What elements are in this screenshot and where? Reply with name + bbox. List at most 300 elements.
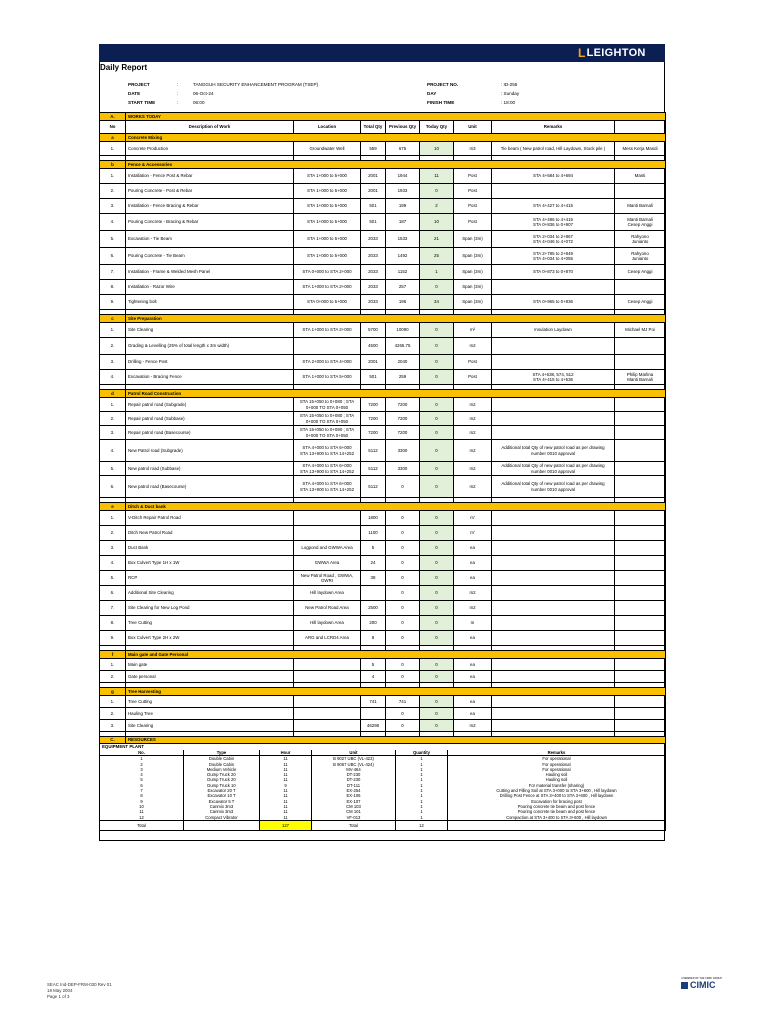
work-location — [294, 659, 361, 671]
work-description: Grading & Levelling (25% of total length x 3m width) — [126, 338, 294, 355]
remarks-person: Mess Kerja Mandi — [615, 142, 666, 156]
leighton-logo-text: LEIGHTON — [586, 47, 646, 59]
work-row — [100, 440, 666, 462]
total-qty: 2033 — [361, 280, 386, 295]
total-qty: 5 — [361, 541, 386, 556]
project-label: PROJECT — [128, 82, 150, 87]
work-location: STA 0+000 to 5+000 — [294, 295, 361, 310]
remarks-person: Rahyono Junianto — [615, 248, 666, 265]
unit: ea — [454, 708, 492, 720]
remarks: STA 0+965 to 0+836 — [492, 295, 615, 310]
equipment-total-row — [100, 820, 666, 830]
work-row — [100, 556, 666, 571]
remarks — [492, 708, 615, 720]
remarks: STA 4+638, 574, 512 STA 4+415 to 4+536 — [492, 370, 615, 385]
unit: m2 — [454, 426, 492, 440]
work-row — [100, 720, 666, 732]
column-header: Previous Qty — [386, 121, 420, 134]
previous-qty: 0 — [386, 526, 420, 541]
today-qty: 21 — [420, 231, 454, 248]
remarks — [492, 412, 615, 426]
equipment-no: 11 — [100, 809, 184, 814]
section-label: RESOURCES — [126, 737, 666, 744]
unit: ea — [454, 671, 492, 683]
document-footer — [47, 982, 112, 1000]
group-name: Main gate and Gate Personal — [126, 651, 666, 659]
work-location: GWWA Area — [294, 556, 361, 571]
remarks: Tie beam ( New patrol road, Hill Laydown, Stock pile ) — [492, 142, 615, 156]
unit: m' — [454, 511, 492, 526]
previous-qty: 741 — [386, 696, 420, 708]
work-description: Tree Cutting — [126, 616, 294, 631]
finish-time-label: FINISH TIME — [427, 100, 455, 105]
equipment-type: Dump Truck 20 — [184, 777, 260, 782]
work-row — [100, 398, 666, 412]
remarks-person — [615, 355, 666, 370]
equipment-unit: EX-107 — [312, 799, 396, 804]
unit: m2 — [454, 476, 492, 498]
equipment-quantity: 1 — [396, 799, 448, 804]
equipment-no: 8 — [100, 793, 184, 798]
unit: ea — [454, 631, 492, 646]
equipment-no: 1 — [100, 756, 184, 762]
remarks: STA 2+034 to 2+867 STA 4+046 to 4+072 — [492, 231, 615, 248]
today-qty: 0 — [420, 708, 454, 720]
equipment-remarks: For operational — [448, 767, 666, 772]
remarks — [492, 526, 615, 541]
equipment-hour: 11 — [260, 788, 312, 793]
equipment-type: Dump Truck 20 — [184, 772, 260, 777]
work-location: STA 1+000 to 5+000 — [294, 248, 361, 265]
section-number: C. — [100, 737, 126, 744]
work-description: Installation - Fence Bracing & Rebar — [126, 199, 294, 214]
work-description: Box Culvert Type 2H x 2W — [126, 631, 294, 646]
group-letter: f — [100, 651, 126, 659]
unit: Post — [454, 184, 492, 199]
unit: ea — [454, 696, 492, 708]
row-number: 9. — [100, 295, 126, 310]
remarks-person — [615, 601, 666, 616]
work-location: STA 1+000 to STA 2+000 — [294, 280, 361, 295]
today-qty: 11 — [420, 169, 454, 184]
remarks — [492, 571, 615, 586]
equipment-type: Canmix 3m3 — [184, 804, 260, 809]
row-number: 1. — [100, 398, 126, 412]
remarks — [492, 355, 615, 370]
day-value: : Sunday — [501, 91, 520, 96]
remarks: STA 4+684 to 4+694 — [492, 169, 615, 184]
group-name: Site Preparation — [126, 315, 666, 323]
equipment-hour: 11 — [260, 756, 312, 762]
total-qty: 1800 — [361, 511, 386, 526]
row-number: 1. — [100, 696, 126, 708]
work-row — [100, 295, 666, 310]
previous-qty: 1933 — [386, 184, 420, 199]
work-location: STA 4+000 to STA 6+000 STA 13+900 to STA 14+252 — [294, 462, 361, 476]
previous-qty: 7200 — [386, 426, 420, 440]
work-row — [100, 526, 666, 541]
start-time-value: 06:00 — [193, 100, 205, 105]
equipment-no: 3 — [100, 767, 184, 772]
work-row — [100, 184, 666, 199]
work-location: STA 4+000 to STA 6+000 STA 13+900 to STA 14+252 — [294, 476, 361, 498]
remarks-person: Manti Barnali — [615, 199, 666, 214]
previous-qty: 0 — [386, 476, 420, 498]
unit: Span (3m) — [454, 265, 492, 280]
unit: m² — [454, 323, 492, 338]
equipment-quantity: 1 — [396, 777, 448, 782]
work-location — [294, 511, 361, 526]
row-number: 8. — [100, 280, 126, 295]
row-number: 3. — [100, 720, 126, 732]
row-number: 2. — [100, 526, 126, 541]
remarks — [492, 280, 615, 295]
equipment-remarks: Compaction at STA 3+400 to STA 3+600 , Hill laydown — [448, 815, 666, 821]
remarks: STA 4+486 to 4+415 STA 0+836 to 0+907 — [492, 214, 615, 231]
work-description: Installation - Fence Post & Rebar — [126, 169, 294, 184]
previous-qty: 2040 — [386, 355, 420, 370]
equipment-hour: 9 — [260, 783, 312, 788]
work-row — [100, 248, 666, 265]
equipment-type: Dump Truck 10 — [184, 783, 260, 788]
unit: m2 — [454, 720, 492, 732]
work-location — [294, 696, 361, 708]
equipment-remarks: Pouring concrete tie beam and post fence — [448, 804, 666, 809]
work-row — [100, 696, 666, 708]
remarks — [492, 671, 615, 683]
previous-qty: 0 — [386, 671, 420, 683]
work-row — [100, 169, 666, 184]
today-qty: 0 — [420, 696, 454, 708]
work-location: STA 4+000 to STA 6+000 STA 13+900 to STA 14+252 — [294, 440, 361, 462]
form-date: 18 May 2004 — [47, 988, 73, 993]
work-description: Pouring Concrete - Bracing & Rebar — [126, 214, 294, 231]
equipment-column-header: Type — [184, 750, 260, 756]
group-letter: a — [100, 134, 126, 142]
work-location: STA 1+000 to STA 2+000 — [294, 323, 361, 338]
remarks — [492, 696, 615, 708]
today-qty: 0 — [420, 476, 454, 498]
work-location — [294, 338, 361, 355]
column-header: No — [100, 121, 126, 134]
unit: m2 — [454, 586, 492, 601]
unit: m — [454, 616, 492, 631]
unit: m2 — [454, 412, 492, 426]
today-qty: 0 — [420, 184, 454, 199]
group-letter: c — [100, 315, 126, 323]
today-qty: 10 — [420, 142, 454, 156]
total-label: Total — [100, 820, 184, 830]
work-row — [100, 370, 666, 385]
total-qty: 559 — [361, 142, 386, 156]
section-resources — [100, 737, 666, 744]
work-location: Groundwater Well — [294, 142, 361, 156]
form-number: SEAC Ind-DEP-FRM-030 Rev 01 — [47, 982, 112, 987]
column-header: Total Qty — [361, 121, 386, 134]
row-number: 6. — [100, 248, 126, 265]
previous-qty: 0 — [386, 571, 420, 586]
previous-qty: 0 — [386, 541, 420, 556]
work-row — [100, 616, 666, 631]
today-qty: 0 — [420, 280, 454, 295]
unit: m2 — [454, 601, 492, 616]
equipment-type: Compact Vibrator — [184, 815, 260, 821]
work-row — [100, 355, 666, 370]
equipment-type: Medium Vehicle — [184, 767, 260, 772]
total-qty: 2001 — [361, 184, 386, 199]
total-qty: 4 — [361, 671, 386, 683]
previous-qty: 3300 — [386, 440, 420, 462]
total-quantity: 12 — [396, 820, 448, 830]
remarks-person — [615, 462, 666, 476]
works-table — [99, 112, 666, 750]
work-description: Drilling - Fence Post — [126, 355, 294, 370]
work-row — [100, 541, 666, 556]
row-number: 7. — [100, 601, 126, 616]
work-location: STA 2+000 to STA 4+000 — [294, 355, 361, 370]
equipment-remarks: For material transfer (sharing) — [448, 783, 666, 788]
equipment-remarks: Hauling soil — [448, 772, 666, 777]
page-number: Page 1 of 3 — [47, 994, 70, 999]
remarks-person: Michael MJ Poi — [615, 323, 666, 338]
row-number: 3. — [100, 355, 126, 370]
work-description: Hauling Tree — [126, 708, 294, 720]
previous-qty: 1944 — [386, 169, 420, 184]
previous-qty: 0 — [386, 556, 420, 571]
project-no-label: PROJECT NO. — [427, 82, 459, 87]
equipment-quantity: 1 — [396, 767, 448, 772]
work-description: Site Clearing — [126, 720, 294, 732]
work-description: Pouring Concrete - Post & Rebar — [126, 184, 294, 199]
unit: m' — [454, 526, 492, 541]
group-name: Tree Harvesting — [126, 688, 666, 696]
row-number: 2. — [100, 412, 126, 426]
remarks — [492, 659, 615, 671]
row-number: 6. — [100, 476, 126, 498]
previous-qty: 0 — [386, 631, 420, 646]
work-location: Hill laydown Area — [294, 616, 361, 631]
equipment-column-header: Remarks — [448, 750, 666, 756]
unit: ea — [454, 541, 492, 556]
total-qty: 5112 — [361, 476, 386, 498]
today-qty: 0 — [420, 631, 454, 646]
work-description: Duct Bank — [126, 541, 294, 556]
remarks — [492, 541, 615, 556]
remarks-person — [615, 398, 666, 412]
equipment-unit: CM 101 — [312, 809, 396, 814]
column-header: Today Qty — [420, 121, 454, 134]
work-description: Box Culvert Type 1H x 1W — [126, 556, 294, 571]
row-number: 1. — [100, 323, 126, 338]
today-qty: 0 — [420, 398, 454, 412]
equipment-plant-title: EQUIPMENT PLANT — [100, 744, 666, 750]
work-location — [294, 671, 361, 683]
row-number: 2. — [100, 338, 126, 355]
work-row — [100, 214, 666, 231]
previous-qty: 10090 — [386, 323, 420, 338]
remarks — [492, 511, 615, 526]
section-label: WORKS TODAY — [126, 113, 666, 121]
work-row — [100, 476, 666, 498]
start-colon: : — [177, 100, 179, 105]
unit: Post — [454, 199, 492, 214]
total-qty: 5112 — [361, 462, 386, 476]
leighton-logo — [578, 46, 646, 60]
previous-qty: 675 — [386, 142, 420, 156]
work-description: V-Ditch Repair Patrol Road — [126, 511, 294, 526]
equipment-unit: DT-230 — [312, 772, 396, 777]
equipment-unit: MV-464 — [312, 767, 396, 772]
equipment-no: 10 — [100, 804, 184, 809]
remarks — [492, 601, 615, 616]
today-qty: 0 — [420, 616, 454, 631]
remarks: STA 0+873 to 0+870 — [492, 265, 615, 280]
remarks — [492, 586, 615, 601]
remarks-person — [615, 659, 666, 671]
row-number: 4. — [100, 556, 126, 571]
previous-qty: 0 — [386, 659, 420, 671]
today-qty: 0 — [420, 586, 454, 601]
work-description: Site Clearing for New Log Pond — [126, 601, 294, 616]
row-number: 4. — [100, 370, 126, 385]
unit: m3 — [454, 142, 492, 156]
work-description: Ditch New Patrol Road — [126, 526, 294, 541]
total-qty: 24 — [361, 556, 386, 571]
today-qty: 0 — [420, 338, 454, 355]
today-qty: 0 — [420, 720, 454, 732]
work-description: RCP — [126, 571, 294, 586]
equipment-type: Excavator 20 T — [184, 788, 260, 793]
today-qty: 0 — [420, 541, 454, 556]
total-qty — [361, 586, 386, 601]
work-description: Gate personal — [126, 671, 294, 683]
work-row — [100, 586, 666, 601]
row-number: 3. — [100, 426, 126, 440]
equipment-no: 5 — [100, 777, 184, 782]
work-location: STA 1+000 to 5+000 — [294, 214, 361, 231]
work-description: Site Clearing — [126, 323, 294, 338]
equipment-quantity: 1 — [396, 772, 448, 777]
cimic-logo — [681, 977, 723, 990]
group-header-row — [100, 315, 666, 323]
work-description: Repair patrol road (Subgrade) — [126, 398, 294, 412]
equipment-column-header: Hour — [260, 750, 312, 756]
work-location: STA 1+000 to 5+000 — [294, 199, 361, 214]
remarks-person — [615, 412, 666, 426]
previous-qty: 4265.75 — [386, 338, 420, 355]
equipment-type: Double Cabin — [184, 756, 260, 762]
previous-qty: 0 — [386, 720, 420, 732]
unit: m2 — [454, 440, 492, 462]
total-qty: 2001 — [361, 355, 386, 370]
remarks: STA 2+785 to 2+849 STA 4+034 to 4+055 — [492, 248, 615, 265]
remarks-person — [615, 708, 666, 720]
work-row — [100, 338, 666, 355]
work-description: Additional Site Clearing — [126, 586, 294, 601]
work-row — [100, 280, 666, 295]
remarks — [492, 720, 615, 732]
column-header — [615, 121, 666, 134]
equipment-column-header: No. — [100, 750, 184, 756]
equipment-quantity: 1 — [396, 809, 448, 814]
equipment-unit: B 9027 UBC (VL-423) — [312, 756, 396, 762]
unit: Span (3m) — [454, 295, 492, 310]
equipment-plant-title-row — [100, 744, 666, 750]
equipment-unit: B 9067 UBC (VL-424) — [312, 762, 396, 767]
work-row — [100, 708, 666, 720]
work-location: STA 0+000 to STA 2+000 — [294, 265, 361, 280]
group-name: Patrol Road Construction — [126, 390, 666, 398]
work-row — [100, 671, 666, 683]
equipment-hour: 11 — [260, 767, 312, 772]
group-header-row — [100, 688, 666, 696]
unit: Span (3m) — [454, 280, 492, 295]
total-qty: 7200 — [361, 412, 386, 426]
unit: ea — [454, 556, 492, 571]
remarks-person — [615, 571, 666, 586]
work-location — [294, 708, 361, 720]
group-letter: b — [100, 161, 126, 169]
previous-qty: 187 — [386, 214, 420, 231]
today-qty: 0 — [420, 440, 454, 462]
previous-qty: 7200 — [386, 412, 420, 426]
work-location: STA 15+050 to 0+080 ; STA 0+000 TO STA 0+050 — [294, 398, 361, 412]
work-description: Tightening bolt — [126, 295, 294, 310]
group-header-row — [100, 390, 666, 398]
project-no-value: : ID-255 — [501, 82, 518, 87]
page-title: Daily Report — [100, 63, 148, 72]
previous-qty: 0 — [386, 601, 420, 616]
unit: Post — [454, 214, 492, 231]
work-row — [100, 462, 666, 476]
unit: Span (3m) — [454, 248, 492, 265]
row-number: 2. — [100, 708, 126, 720]
today-qty: 0 — [420, 659, 454, 671]
total-qty: 1100 — [361, 526, 386, 541]
previous-qty: 257 — [386, 280, 420, 295]
today-qty: 0 — [420, 323, 454, 338]
previous-qty: 1492 — [386, 248, 420, 265]
work-location: New Patrol Road Area — [294, 601, 361, 616]
total-unit-label: Total — [312, 820, 396, 830]
equipment-quantity: 1 — [396, 762, 448, 767]
work-location: STA 1+000 to STA 5+000 — [294, 370, 361, 385]
work-location: STA 15+050 to 0+080 ; STA 0+000 TO STA 0+050 — [294, 412, 361, 426]
leighton-logo-icon: L — [578, 46, 586, 60]
row-number: 7. — [100, 265, 126, 280]
remarks-person — [615, 280, 666, 295]
work-row — [100, 199, 666, 214]
remarks: STA 4+427 to 4+415 — [492, 199, 615, 214]
equipment-hour: 11 — [260, 793, 312, 798]
work-row — [100, 265, 666, 280]
today-qty: 0 — [420, 556, 454, 571]
column-header: Description of Work — [126, 121, 294, 134]
work-location: Hill laydown Area — [294, 586, 361, 601]
group-letter: e — [100, 503, 126, 511]
previous-qty: 0 — [386, 511, 420, 526]
row-number: 3. — [100, 199, 126, 214]
group-letter: g — [100, 688, 126, 696]
remarks-person — [615, 720, 666, 732]
row-number: 8. — [100, 616, 126, 631]
unit: ea — [454, 571, 492, 586]
total-qty: 2033 — [361, 265, 386, 280]
remarks: Insulation Laydown — [492, 323, 615, 338]
remarks: Additional total Qty of new patrol road as per drawing number 0010 approval — [492, 476, 615, 498]
work-row — [100, 511, 666, 526]
total-qty: 2500 — [361, 601, 386, 616]
